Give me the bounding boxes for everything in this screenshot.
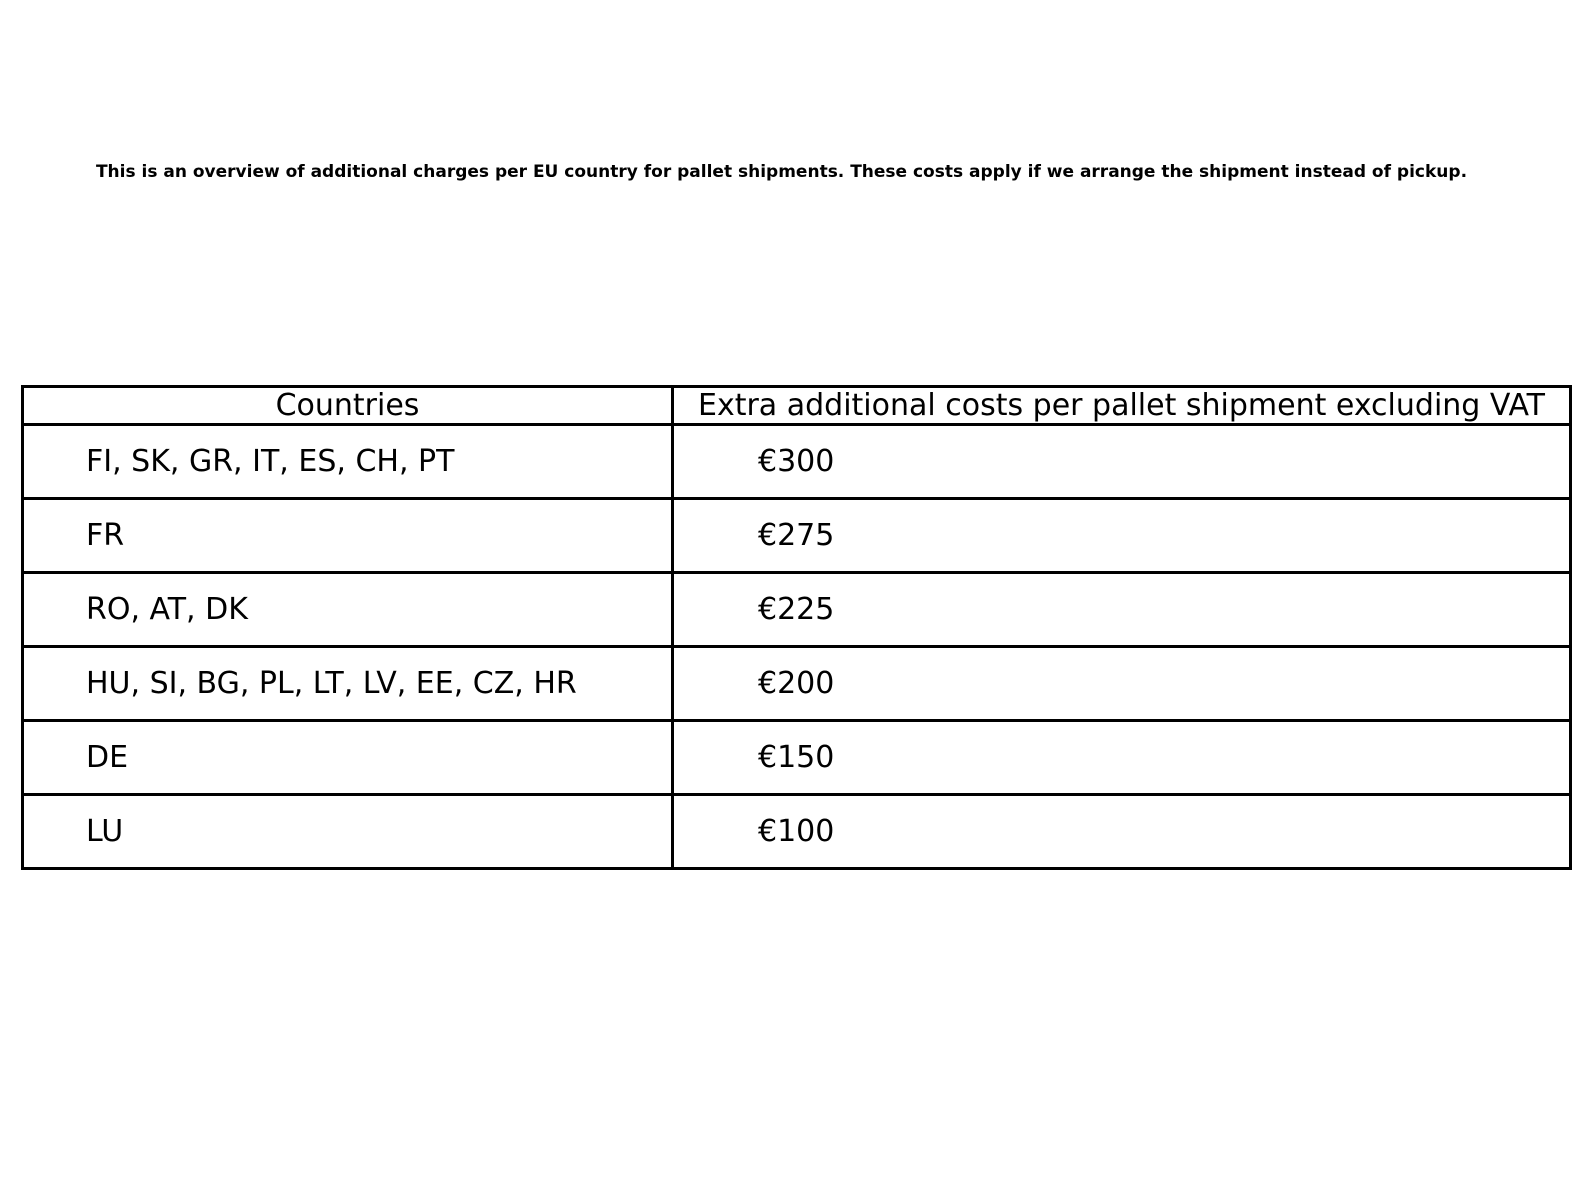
countries-cell: RO, AT, DK — [23, 573, 673, 647]
cost-cell: €300 — [673, 425, 1571, 499]
header-cell-countries: Countries — [23, 387, 673, 425]
countries-cell: DE — [23, 721, 673, 795]
header-cell-extra-costs: Extra additional costs per pallet shipment excluding VAT — [673, 387, 1571, 425]
table-row — [23, 499, 1571, 573]
table-row — [23, 647, 1571, 721]
cost-cell: €200 — [673, 647, 1571, 721]
countries-cell: FI, SK, GR, IT, ES, CH, PT — [23, 425, 673, 499]
table-row — [23, 795, 1571, 869]
countries-cell: HU, SI, BG, PL, LT, LV, EE, CZ, HR — [23, 647, 673, 721]
table-row — [23, 573, 1571, 647]
cost-cell: €150 — [673, 721, 1571, 795]
table-row — [23, 425, 1571, 499]
cost-cell: €225 — [673, 573, 1571, 647]
table-row — [23, 721, 1571, 795]
countries-cell: FR — [23, 499, 673, 573]
intro-note: This is an overview of additional charges per EU country for pallet shipments. These costs apply if we arrange the shipment instead of pickup. — [95, 162, 1468, 182]
cost-cell: €100 — [673, 795, 1571, 869]
header-row — [23, 387, 1571, 425]
charges-table-body — [23, 425, 1571, 869]
cost-cell: €275 — [673, 499, 1571, 573]
charges-table-header — [23, 387, 1571, 425]
countries-cell: LU — [23, 795, 673, 869]
charges-table — [21, 385, 1572, 870]
